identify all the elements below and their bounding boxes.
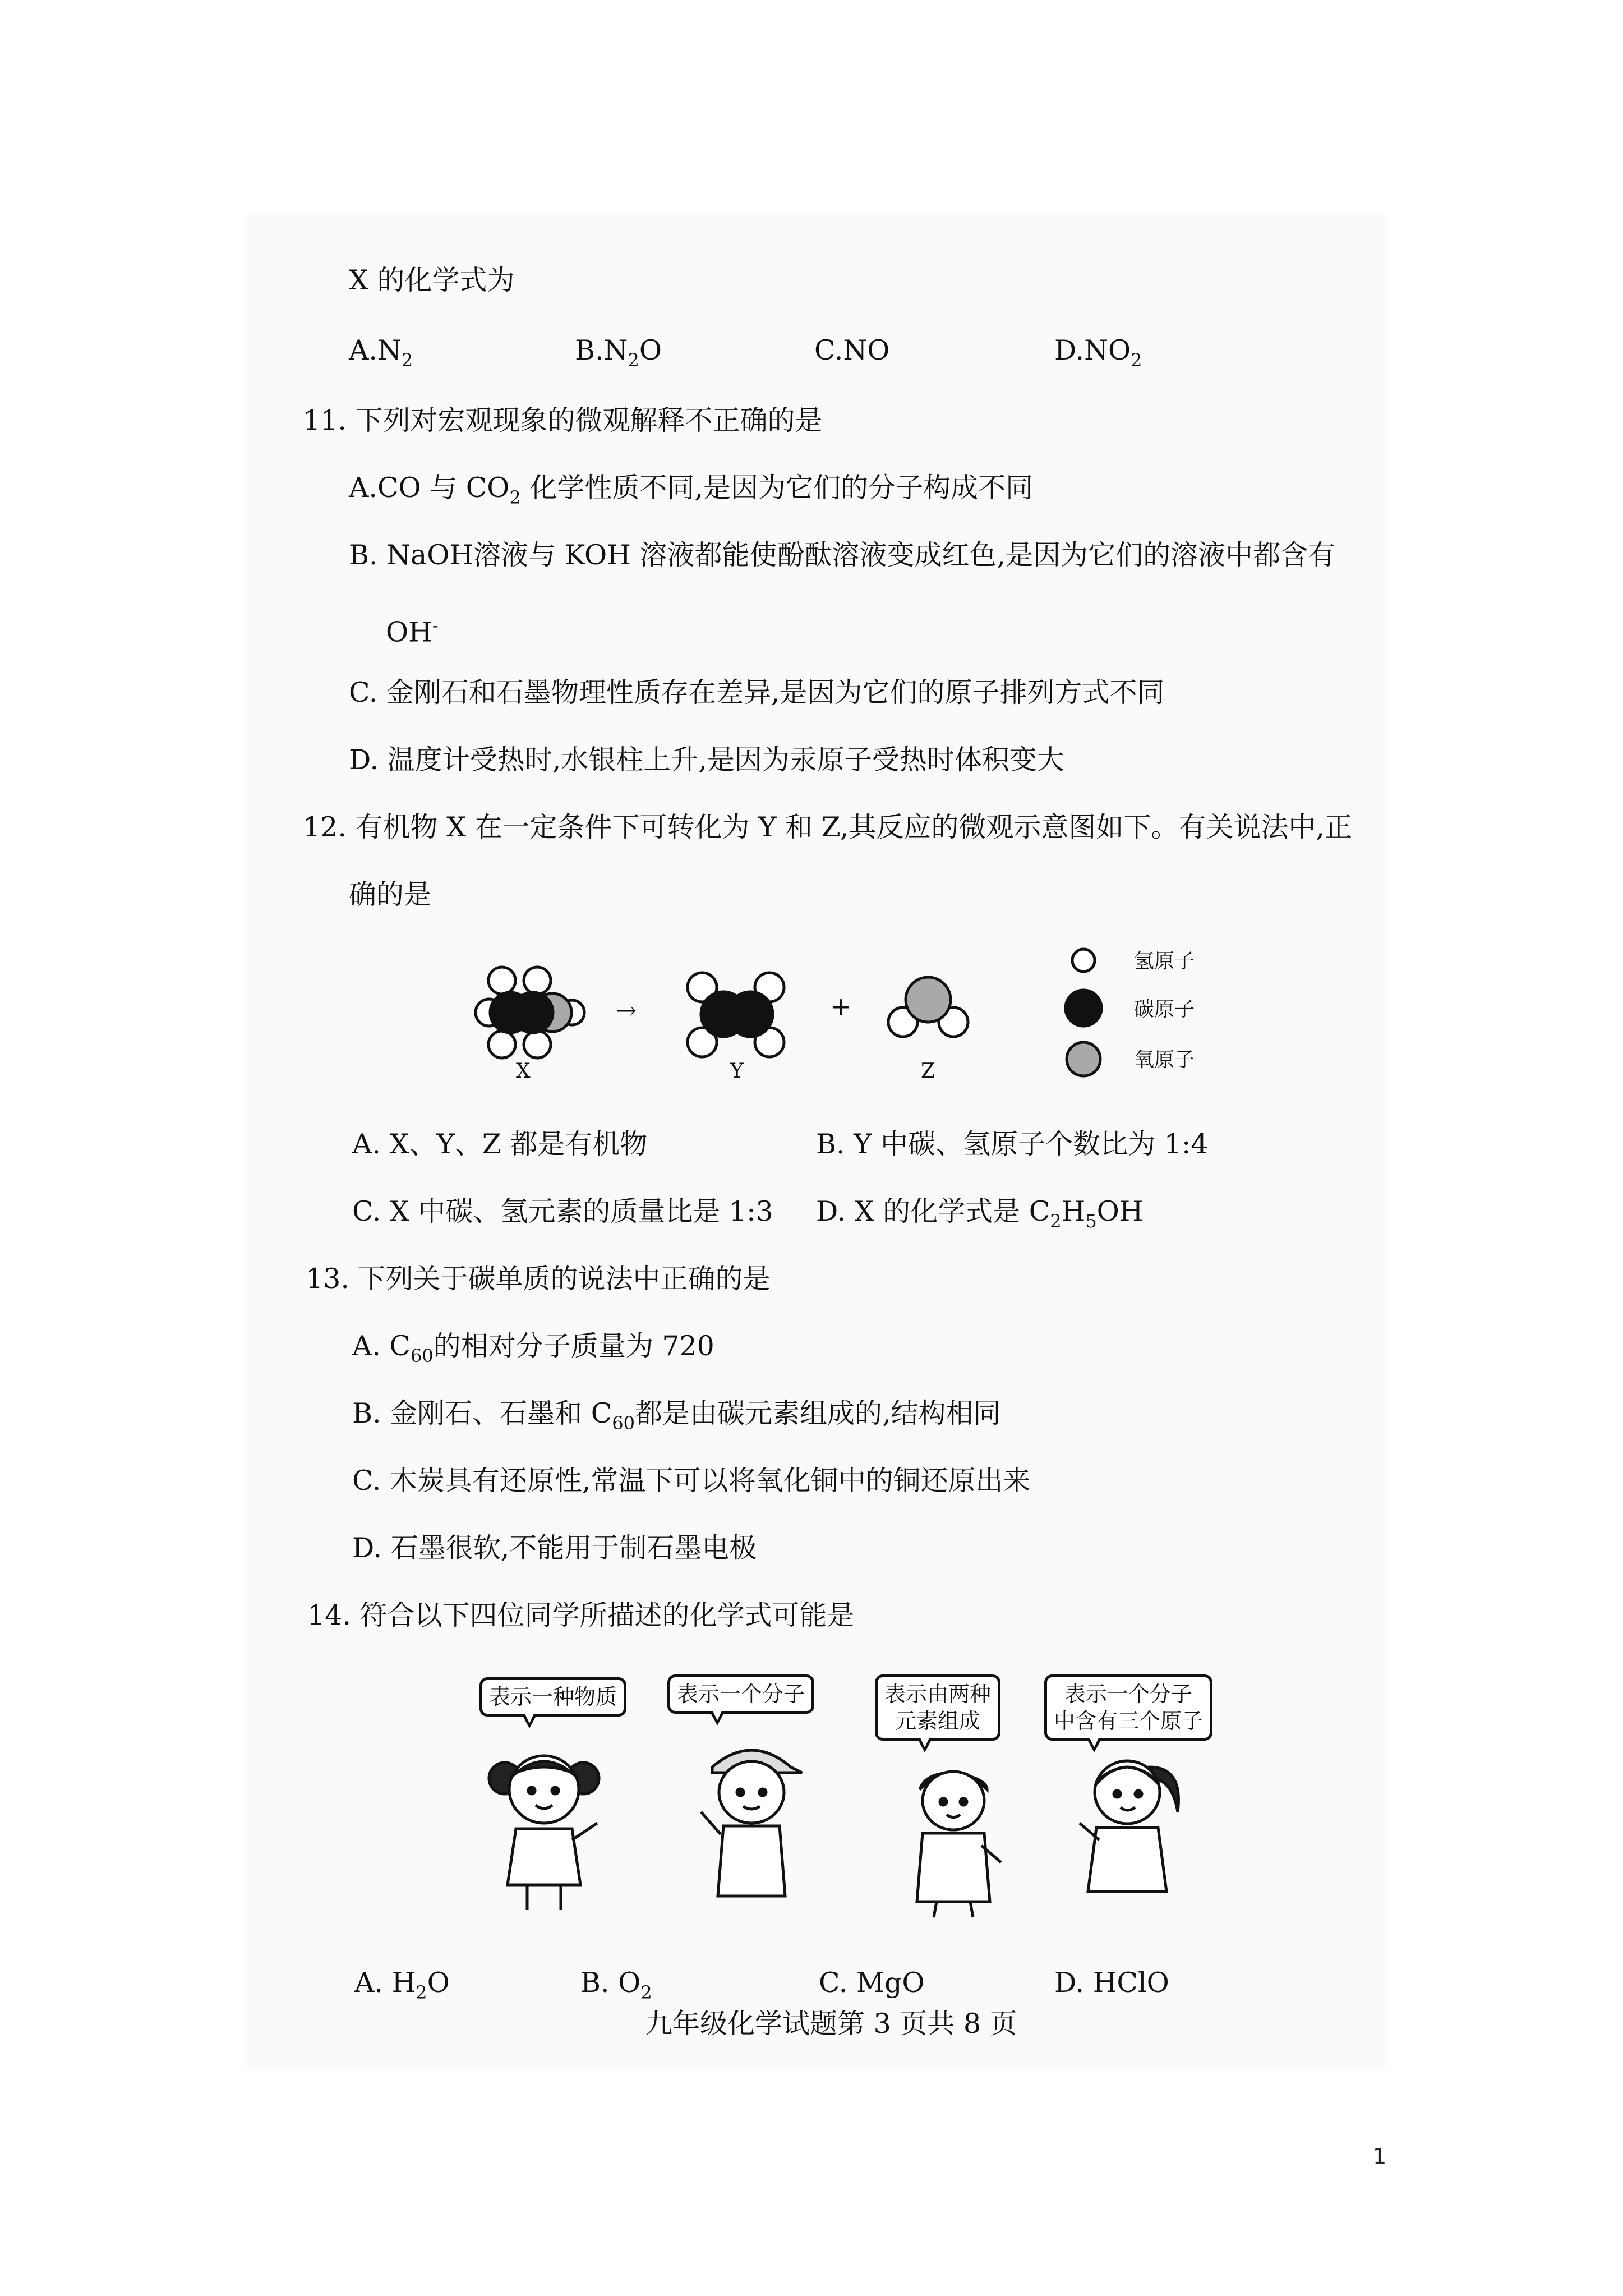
- q11-option-a: A.CO 与 $CO_2$ 化学性质不同,是因为它们的分子构成不同: [349, 472, 1033, 508]
- speech-bubble-4: 表示一个分子 中含有三个原子: [1044, 1674, 1212, 1741]
- speech-bubble-1: 表示一种物质: [479, 1677, 626, 1717]
- q14-option-d: D. HClO: [1054, 1967, 1169, 1999]
- q10-option-a: $A.N_2$: [349, 334, 413, 371]
- page-number: 1: [1373, 2144, 1387, 2169]
- q12-arrow: →: [616, 996, 637, 1025]
- q12-option-c: C. X 中碳、氢元素的质量比是 1:3: [352, 1195, 773, 1227]
- q13-option-d: D. 石墨很软,不能用于制石墨电极: [352, 1532, 757, 1564]
- legend-label-hydrogen: 氢原子: [1134, 950, 1195, 973]
- student-boy-cap-illustration: [690, 1733, 813, 1913]
- legend-label-oxygen: 氧原子: [1134, 1048, 1195, 1071]
- q10-stem-end: X 的化学式为: [349, 264, 515, 296]
- q13-option-c: C. 木炭具有还原性,常温下可以将氧化铜中的铜还原出来: [352, 1465, 1031, 1497]
- q14-option-b: B. $O_2$: [580, 1967, 652, 2003]
- q12-stem-line1: 12. 有机物 X 在一定条件下可转化为 Y 和 Z,其反应的微观示意图如下。有关说法中,正: [303, 811, 1352, 843]
- q14-option-a: A. $H_2O$: [354, 1967, 450, 2003]
- q10-option-d: $D.NO_2$: [1054, 334, 1142, 371]
- q12-label-z: Z: [921, 1060, 935, 1083]
- q13-option-b: B. 金刚石、石墨和 $C_{60}$都是由碳元素组成的,结构相同: [352, 1397, 1001, 1434]
- q11-option-d: D. 温度计受热时,水银柱上升,是因为汞原子受热时体积变大: [349, 744, 1064, 776]
- q12-label-y: Y: [730, 1060, 744, 1083]
- q14-option-c: C. MgO: [819, 1967, 925, 1999]
- q13-option-a: A. $C_{60}$的相对分子质量为 720: [352, 1330, 714, 1366]
- q11-option-b-line1: B. NaOH溶液与 KOH 溶液都能使酚酞溶液变成红色,是因为它们的溶液中都含有: [349, 539, 1336, 571]
- q14-stem: 14. 符合以下四位同学所描述的化学式可能是: [307, 1599, 855, 1631]
- page-footer: 九年级化学试题第 3 页共 8 页: [645, 2008, 1017, 2040]
- q11-option-c: C. 金刚石和石墨物理性质存在差异,是因为它们的原子排列方式不同: [349, 677, 1165, 708]
- q11-stem: 11. 下列对宏观现象的微观解释不正确的是: [303, 404, 823, 436]
- q12-plus: +: [830, 991, 852, 1022]
- q12-stem-line2: 确的是: [349, 878, 432, 910]
- q12-option-d: D. X 的化学式是 $C_2H_5OH$: [816, 1195, 1144, 1232]
- q11-option-b-line2: OH-: [386, 615, 439, 648]
- q12-label-x: X: [516, 1060, 531, 1083]
- q10-option-b: $B.N_2O$: [575, 334, 662, 371]
- student-girl-1-illustration: [482, 1745, 617, 1913]
- student-boy-2-illustration: [892, 1750, 1015, 1918]
- q12-option-a: A. X、Y、Z 都是有机物: [352, 1128, 648, 1160]
- q10-option-c: C.NO: [814, 334, 890, 366]
- q13-stem: 13. 下列关于碳单质的说法中正确的是: [306, 1263, 771, 1295]
- q12-option-b: B. Y 中碳、氢原子个数比为 1:4: [816, 1128, 1209, 1160]
- speech-bubble-3: 表示由两种 元素组成: [875, 1674, 1000, 1741]
- student-girl-2-illustration: [1066, 1745, 1200, 1913]
- speech-bubble-2: 表示一个分子: [667, 1674, 814, 1714]
- legend-label-carbon: 碳原子: [1134, 998, 1195, 1021]
